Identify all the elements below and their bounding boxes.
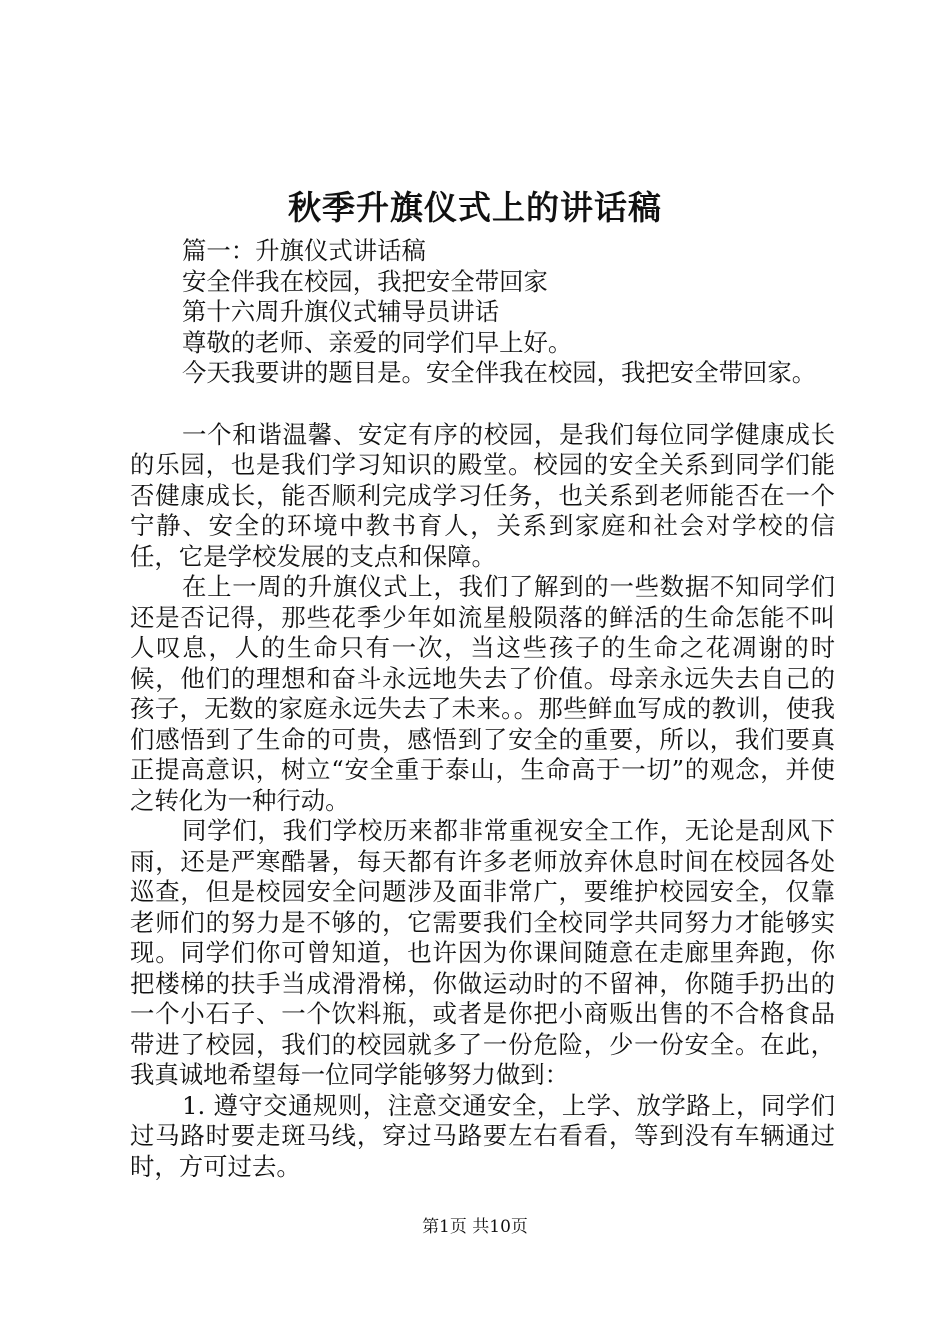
document-title: 秋季升旗仪式上的讲话稿 [288, 188, 662, 227]
intro-line: 篇一：升旗仪式讲话稿 [182, 236, 426, 265]
intro-line: 今天我要讲的题目是。安全伴我在校园，我把安全带回家。 [182, 358, 817, 387]
paragraphs-block [130, 420, 835, 1183]
document-body [130, 236, 835, 1182]
paragraph: 一个和谐温馨、安定有序的校园，是我们每位同学健康成长的乐园，也是我们学习知识的殿堂。校园的安全关系到同学们能否健康成长，能否顺利完成学习任务，也关系到老师能否在一个宁静、安全的环境中教书育人，关系到家庭和社会对学校的信任，它是学校发展的支点和保障。 [130, 419, 835, 571]
paragraph: 在上一周的升旗仪式上，我们了解到的一些数据不知同学们还是否记得，那些花季少年如流星般陨落的鲜活的生命怎能不叫人叹息，人的生命只有一次，当这些孩子的生命之花凋谢的时候，他们的理想和奋斗永远地失去了价值。母亲永远失去自己的孩子，无数的家庭永远失去了未来。。那些鲜血写成的教训，使我们感悟到了生命的可贵，感悟到了安全的重要，所以，我们要真正提高意识，树立“安全重于泰山，生命高于一切”的观念，并使之转化为一种行动。 [130, 572, 835, 815]
intro-line: 第十六周升旗仪式辅导员讲话 [182, 297, 500, 326]
intro-line: 安全伴我在校园，我把安全带回家 [182, 266, 548, 296]
intro-line: 尊敬的老师、亲爱的同学们早上好。 [182, 327, 573, 357]
paragraph: 1. 遵守交通规则，注意交通安全，上学、放学路上，同学们过马路时要走斑马线，穿过马路要左右看看，等到没有车辆通过时，方可过去。 [130, 1090, 835, 1181]
intro-block [130, 236, 835, 389]
page-footer: 第1页 共10页 [422, 1217, 528, 1237]
paragraph: 同学们，我们学校历来都非常重视安全工作，无论是刮风下雨，还是严寒酷暑，每天都有许多老师放弃休息时间在校园各处巡查，但是校园安全问题涉及面非常广，要维护校园安全，仅靠老师们的努力是不够的，它需要我们全校同学共同努力才能够实现。同学们你可曾知道，也许因为你课间随意在走廊里奔跑，你把楼梯的扶手当成滑滑梯，你做运动时的不留神，你随手扔出的一个小石子、一个饮料瓶，或者是你把小商贩出售的不合格食品带进了校园，我们的校园就多了一份危险，少一份安全。在此，我真诚地希望每一位同学能够努力做到： [130, 816, 835, 1089]
